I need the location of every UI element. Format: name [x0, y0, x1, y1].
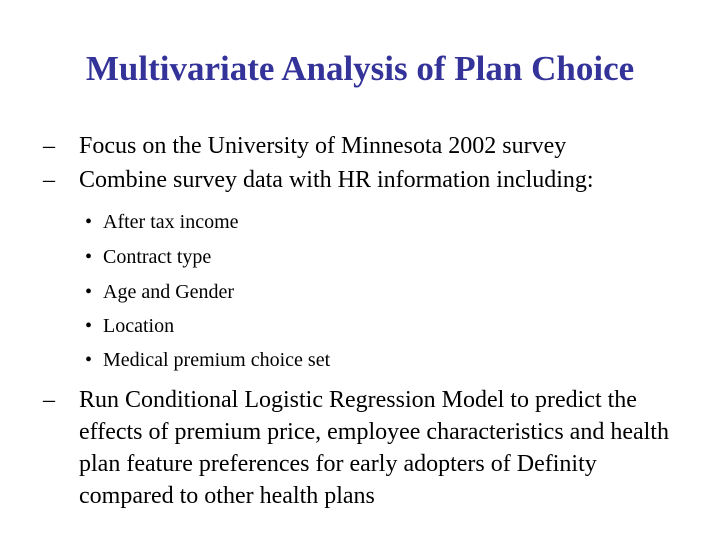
- sub-bullet-text: Contract type: [103, 246, 212, 268]
- slide-title: Multivariate Analysis of Plan Choice: [85, 49, 635, 88]
- bullet-marker: •: [85, 246, 93, 268]
- bullet-point-1: [43, 130, 693, 162]
- sub-bullet-text: Age and Gender: [103, 281, 235, 303]
- bullet-point-2: [43, 164, 693, 196]
- dash-marker: –: [43, 167, 55, 193]
- bullet-point-text: Combine survey data with HR information including:: [79, 167, 594, 193]
- sub-bullet-text: Medical premium choice set: [103, 349, 331, 371]
- sub-bullet-1: [85, 208, 685, 236]
- dash-marker: –: [43, 133, 55, 159]
- bullet-point-text: Focus on the University of Minnesota 2002 survey: [79, 133, 567, 159]
- sub-bullet-text: After tax income: [103, 211, 239, 233]
- sub-bullet-4: [85, 312, 685, 340]
- sub-bullet-3: [85, 278, 685, 306]
- bullet-point-text: Run Conditional Logistic Regression Model to predict the effects of premium price, employee characteristics and health plan feature preferences for early adopters of Definity compared to other health plans: [79, 387, 669, 509]
- bullet-point-3: [43, 384, 693, 512]
- bullet-marker: •: [85, 315, 93, 337]
- bullet-marker: •: [85, 281, 93, 303]
- sub-bullet-5: [85, 346, 685, 374]
- sub-bullet-2: [85, 243, 685, 271]
- bullet-marker: •: [85, 349, 93, 371]
- sub-bullet-text: Location: [103, 315, 175, 337]
- dash-marker: –: [43, 387, 55, 413]
- bullet-marker: •: [85, 211, 93, 233]
